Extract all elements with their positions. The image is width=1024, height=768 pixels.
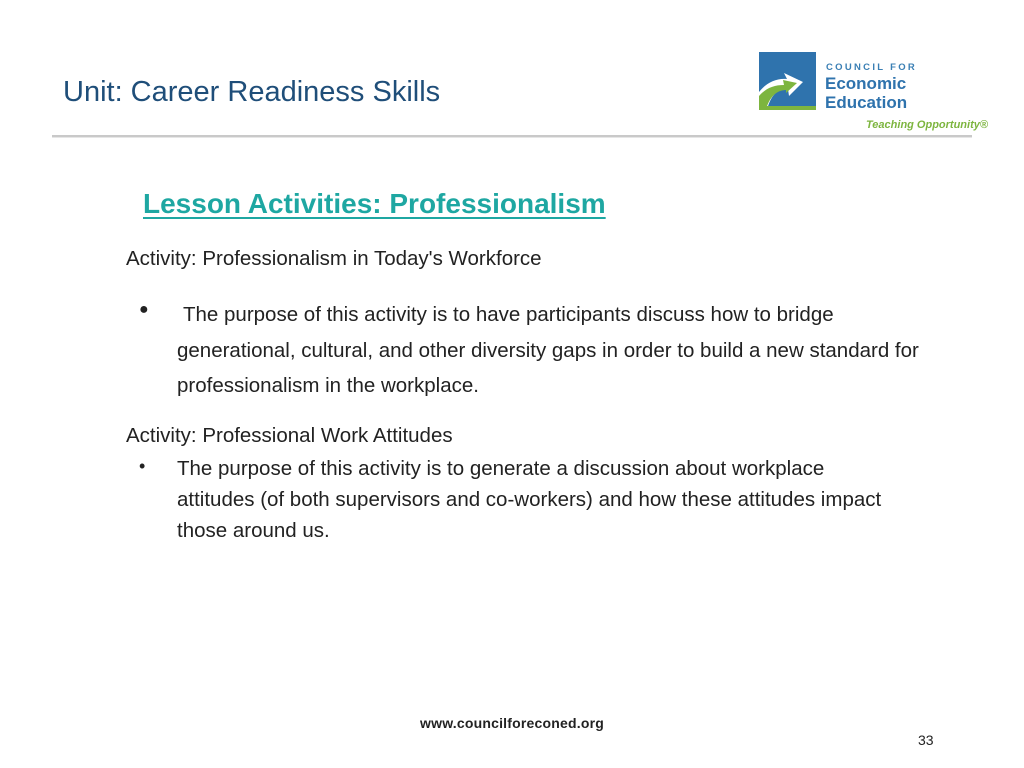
lesson-title: Lesson Activities: Professionalism	[143, 188, 606, 219]
logo-arrow-icon	[759, 52, 816, 110]
logo-tagline: Teaching Opportunity®	[866, 119, 988, 131]
header-divider	[52, 135, 972, 138]
council-for-economic-education-logo[interactable]	[759, 52, 988, 136]
activity-1-bullet-icon: ●	[139, 301, 149, 318]
activity-2-bullet-icon: •	[139, 456, 146, 476]
logo-council-for-text: COUNCIL FOR	[826, 62, 918, 73]
logo-education-text: Education	[825, 93, 908, 112]
activity-2-heading: Activity: Professional Work Attitudes	[126, 424, 453, 447]
logo-economic-text: Economic	[825, 74, 907, 93]
activity-1-heading: Activity: Professionalism in Today's Workforce	[126, 247, 542, 270]
activity-2-description: The purpose of this activity is to generate a discussion about workplace attitudes (of both supervisors and co-workers) and how these attitudes impact those around us.	[177, 457, 882, 542]
footer-website-link[interactable]: www.councilforeconed.org	[420, 715, 604, 731]
page-number: 33	[918, 732, 934, 748]
activity-1-description-text: The purpose of this activity is to have participants discuss how to bridge generational, cultural, and other diversity gaps in order to build a new standard for professionalism in the workplace.	[177, 303, 919, 397]
slide-header-title: Unit: Career Readiness Skills	[63, 76, 441, 108]
activity-1-description	[177, 297, 922, 404]
